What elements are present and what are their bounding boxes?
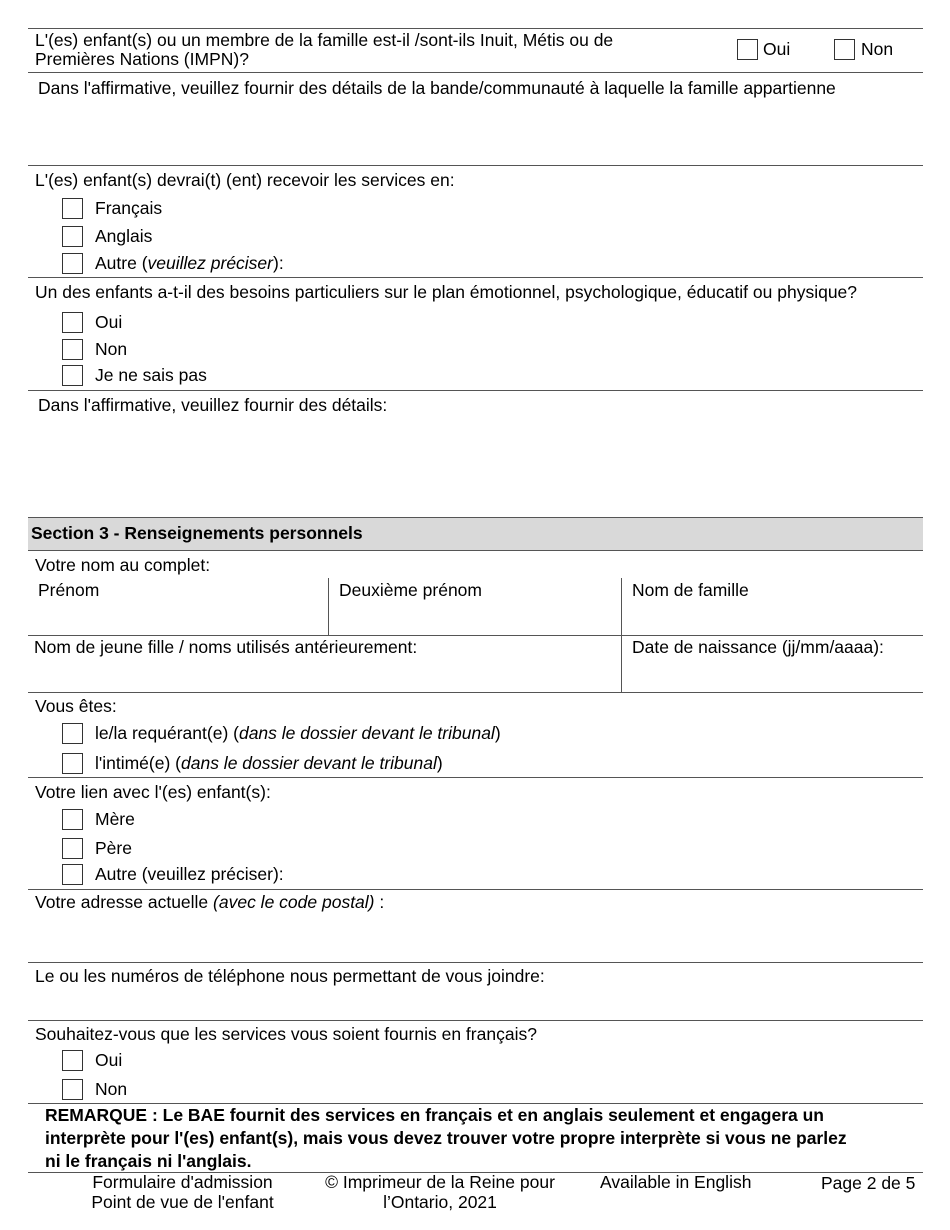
indigenous-question-line1: L'(es) enfant(s) ou un membre de la famille est-il /sont-ils Inuit, Métis ou de	[35, 30, 614, 50]
divider	[28, 277, 923, 278]
special-needs-unknown-checkbox[interactable]	[62, 365, 83, 386]
divider	[28, 889, 923, 890]
indigenous-no-checkbox[interactable]	[834, 39, 855, 60]
birth-date-field[interactable]: Date de naissance (jj/mm/aaaa):	[632, 637, 884, 657]
french-services-no-checkbox[interactable]	[62, 1079, 83, 1100]
father-label: Père	[95, 838, 132, 858]
last-name-field[interactable]: Nom de famille	[632, 580, 749, 600]
special-needs-yes-label: Oui	[95, 312, 123, 332]
indigenous-yes-checkbox[interactable]	[737, 39, 758, 60]
other-language-label: Autre (veuillez préciser):	[95, 253, 284, 273]
english-checkbox[interactable]	[62, 226, 83, 247]
footer-available-english: Available in English	[600, 1172, 752, 1192]
mother-checkbox[interactable]	[62, 809, 83, 830]
note-line-3: ni le français ni l'anglais.	[45, 1151, 252, 1171]
other-relationship-label: Autre (veuillez préciser):	[95, 864, 284, 884]
footer-page-number: Page 2 de 5	[821, 1173, 916, 1193]
address-label: Votre adresse actuelle (avec le code postal) :	[35, 892, 385, 912]
father-checkbox[interactable]	[62, 838, 83, 859]
divider	[28, 165, 923, 166]
indigenous-no-label: Non	[861, 39, 894, 59]
french-checkbox[interactable]	[62, 198, 83, 219]
divider	[328, 578, 329, 635]
service-language-question: L'(es) enfant(s) devrai(t) (ent) recevoir les services en:	[35, 170, 455, 190]
other-relationship-checkbox[interactable]	[62, 864, 83, 885]
section-3-title: Section 3 - Renseignements personnels	[31, 523, 363, 543]
french-services-no-label: Non	[95, 1079, 128, 1099]
you-are-label: Vous êtes:	[35, 696, 117, 716]
indigenous-question-line2: Premières Nations (IMPN)?	[35, 49, 249, 69]
applicant-checkbox[interactable]	[62, 723, 83, 744]
mother-label: Mère	[95, 809, 135, 829]
divider	[28, 1103, 923, 1104]
applicant-label: le/la requérant(e) (dans le dossier devant le tribunal)	[95, 723, 501, 743]
divider	[28, 962, 923, 963]
other-language-checkbox[interactable]	[62, 253, 83, 274]
divider	[28, 635, 923, 636]
phone-label: Le ou les numéros de téléphone nous permettant de vous joindre:	[35, 966, 545, 986]
english-label: Anglais	[95, 226, 153, 246]
special-needs-unknown-label: Je ne sais pas	[95, 365, 207, 385]
french-services-question: Souhaitez-vous que les services vous soient fournis en français?	[35, 1024, 537, 1044]
divider	[28, 777, 923, 778]
middle-name-field[interactable]: Deuxième prénom	[339, 580, 482, 600]
special-needs-no-label: Non	[95, 339, 128, 359]
indigenous-yes-label: Oui	[763, 39, 791, 59]
divider	[28, 28, 923, 29]
special-needs-yes-checkbox[interactable]	[62, 312, 83, 333]
relationship-label: Votre lien avec l'(es) enfant(s):	[35, 782, 271, 802]
respondent-checkbox[interactable]	[62, 753, 83, 774]
indigenous-details-label: Dans l'affirmative, veuillez fournir des détails de la bande/communauté à laquelle la famille appartienne	[38, 78, 836, 98]
french-services-yes-checkbox[interactable]	[62, 1050, 83, 1071]
footer-form-name: Formulaire d'admission Point de vue de l'enfant	[91, 1172, 274, 1213]
divider	[28, 390, 923, 391]
maiden-name-field[interactable]: Nom de jeune fille / noms utilisés antérieurement:	[34, 637, 418, 657]
divider	[28, 72, 923, 73]
first-name-field[interactable]: Prénom	[38, 580, 100, 600]
divider	[28, 1020, 923, 1021]
divider	[28, 692, 923, 693]
french-label: Français	[95, 198, 163, 218]
special-needs-details-label: Dans l'affirmative, veuillez fournir des détails:	[38, 395, 388, 415]
french-services-yes-label: Oui	[95, 1050, 123, 1070]
full-name-label: Votre nom au complet:	[35, 555, 211, 575]
special-needs-question: Un des enfants a-t-il des besoins particuliers sur le plan émotionnel, psychologique, éducatif ou physique?	[35, 282, 858, 302]
special-needs-no-checkbox[interactable]	[62, 339, 83, 360]
note-line-1: REMARQUE : Le BAE fournit des services en français et en anglais seulement et engagera un	[45, 1105, 824, 1125]
respondent-label: l'intimé(e) (dans le dossier devant le tribunal)	[95, 753, 443, 773]
footer-copyright: © Imprimeur de la Reine pour l’Ontario, 2021	[325, 1172, 555, 1213]
note-line-2: interprète pour l'(es) enfant(s), mais vous devez trouver votre propre interprète si vous ne parlez	[45, 1128, 847, 1148]
